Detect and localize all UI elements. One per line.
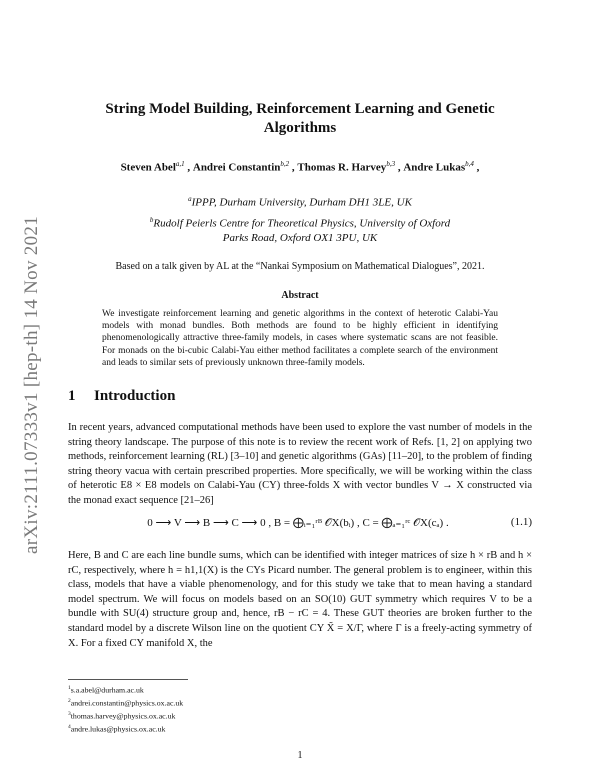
talk-note: Based on a talk given by AL at the “Nankai Symposium on Mathematical Dialogues”, 2021. bbox=[115, 261, 485, 272]
equation-number: (1.1) bbox=[510, 516, 532, 528]
affiliation-address: Parks Road, Oxford OX1 3PU, UK bbox=[222, 231, 378, 244]
equation-body: 0 ⟶ V ⟶ B ⟶ C ⟶ 0 , B = ⨁ᵢ₌₁ʳᴮ 𝒪X(bᵢ) , C = ⨁ₐ₌₁ʳᶜ 𝒪X(cₐ) . bbox=[147, 517, 449, 529]
footnote-email[interactable]: andre.lukas@physics.ox.ac.uk bbox=[70, 724, 166, 734]
section-heading bbox=[68, 388, 532, 405]
body-paragraph-1: In recent years, advanced computational methods have been used to explore the vast number of models in the string theory landscape. The purpose of this note is to review the recent work of Refs. [1, 2] on applying two methods, reinforcement learning (RL) [3–10] and genetic algorithms (GAs) [11–20], to the problem of finding string theory vacua with certain prescribed properties. More specifically, we will be working within the class of heterotic E8 × E8 models on Calabi-Yau (CY) three-folds X with vector bundles V → X constructed via the monad exact sequence [21–26] bbox=[68, 422, 532, 506]
author-affiliation-mark: a,1 bbox=[175, 160, 185, 168]
affiliation-text: IPPP, Durham University, Durham DH1 3LE, UK bbox=[191, 196, 412, 209]
page-number: 1 bbox=[297, 750, 303, 761]
affiliation-text: Rudolf Peierls Centre for Theoretical Physics, University of Oxford bbox=[153, 217, 451, 230]
footnote-email[interactable]: thomas.harvey@physics.ox.ac.uk bbox=[70, 711, 176, 721]
arxiv-identifier: arXiv:2111.07333v1 [hep-th] 14 Nov 2021 bbox=[21, 216, 42, 554]
author-name: Steven Abel bbox=[120, 161, 176, 174]
paper-title bbox=[68, 100, 532, 138]
footnote-item bbox=[68, 709, 532, 722]
footnote-mark: 1 bbox=[68, 685, 71, 691]
footnote-item bbox=[68, 722, 532, 735]
footnote-divider bbox=[68, 679, 188, 680]
footnote-email[interactable]: s.a.abel@durham.ac.uk bbox=[70, 685, 144, 695]
author-list: Steven Abel$^{a,1}$ , Andrei Constantin$^{b,2}$ , Thomas R. Harvey$^{b,3}$ , Andre Lukas$^{b,4}$ , bbox=[120, 160, 480, 174]
author-name: Andrei Constantin bbox=[192, 161, 281, 174]
footnote-mark: 2 bbox=[68, 697, 71, 704]
footnote-list bbox=[68, 683, 532, 735]
abstract-heading: Abstract bbox=[281, 290, 319, 301]
section-number: 1 bbox=[68, 388, 76, 404]
title-line-1: String Model Building, Reinforcement Learning and Genetic bbox=[105, 101, 495, 117]
author-name: Andre Lukas bbox=[403, 161, 466, 174]
footnote-mark: 4 bbox=[68, 723, 71, 730]
footnote-item bbox=[68, 683, 532, 696]
abstract-body: We investigate reinforcement learning and genetic algorithms in the context of heterotic Calabi-Yau models with monad bundles. Both methods are found to be highly efficient in identifying phenomenologically attractive three-family models, in cases where systematic scans are not feasible. For monads on the bi-cubic Calabi-Yau either method facilitates a complete search of the environment and leads to similar sets of previously unknown three-family models. bbox=[102, 309, 498, 368]
affiliation-mark: a bbox=[188, 195, 192, 203]
section-title: Introduction bbox=[94, 388, 176, 404]
author-name: Thomas R. Harvey bbox=[297, 161, 387, 174]
equation-1-1 bbox=[68, 512, 532, 542]
title-line-2: Algorithms bbox=[263, 120, 337, 136]
author-affiliation-mark: b,4 bbox=[465, 160, 474, 168]
author-affiliation-mark: b,3 bbox=[386, 160, 396, 168]
author-affiliation-mark: b,2 bbox=[280, 160, 290, 168]
body-paragraph-2: Here, B and C are each line bundle sums, which can be identified with integer matrices of size h × rB and h × rC, respectively, where h = h1,1(X) is the CYs Picard number. The general problem is to engineer, within this class, models that have a viable phenomenology, and for this study we take that to mean having a standard model spectrum. We will focus on models based on an SO(10) GUT symmetry which requires V to be a bundle with SU(4) structure group and, hence, rB − rC = 4. These GUT theories are broken further to the standard model by a discrete Wilson line on the quotient CY X̃ = X/Γ, where Γ is a freely-acting symmetry of X. For a fixed CY manifold X, the bbox=[68, 550, 532, 649]
footnote-item bbox=[68, 696, 532, 709]
footnote-email[interactable]: andrei.constantin@physics.ox.ac.uk bbox=[70, 698, 184, 708]
arxiv-sidebar-stamp bbox=[21, 210, 43, 560]
affiliation-mark: b bbox=[149, 216, 154, 224]
affiliation-b bbox=[68, 213, 532, 245]
affiliation-a bbox=[68, 192, 532, 210]
footnote-mark: 3 bbox=[68, 710, 71, 717]
